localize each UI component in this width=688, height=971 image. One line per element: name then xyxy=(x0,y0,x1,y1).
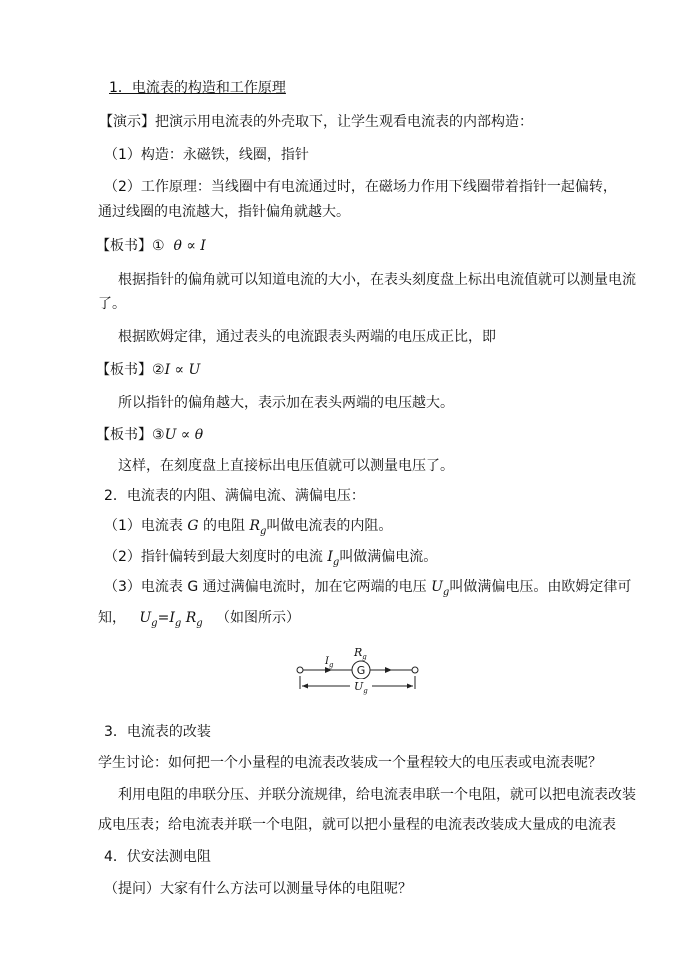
paragraph-ohm-law: 根据欧姆定律，通过表头的电流跟表头两端的电压成正比，即 xyxy=(118,329,496,345)
principle-item: （2）工作原理：当线圈中有电流通过时，在磁场力作用下线圈带着指针一起偏转， xyxy=(104,179,617,195)
student-discussion: 学生讨论：如何把一个小量程的电流表改装成一个量程较大的电压表或电流表呢？ xyxy=(98,755,602,771)
paragraph-scale: 这样，在刻度盘上直接标出电压值就可以测量电压了。 xyxy=(118,458,454,474)
principle-item-cont: 通过线圈的电流越大，指针偏角就越大。 xyxy=(98,204,350,220)
section-2-title: 2．电流表的内阻、满偏电流、满偏电压： xyxy=(104,488,365,504)
section-3-title: 3．电流表的改装 xyxy=(104,724,211,740)
paragraph-modification: 利用电阻的串联分压、并联分流规律，给电流表串联一个电阻，就可以把电流表改装 xyxy=(118,787,636,803)
board-note-2: 【板书】②I ∝ U xyxy=(96,362,201,378)
right-terminal xyxy=(412,667,418,673)
dimension-arrow-left-icon xyxy=(302,684,308,689)
definition-internal-resistance: （1）电流表 G 的电阻 $R_g$叫做电流表的内阻。 xyxy=(104,518,393,537)
question-line: （提问）大家有什么方法可以测量导体的电阻呢？ xyxy=(104,881,412,897)
galvanometer-circuit-diagram xyxy=(292,643,432,703)
current-arrow-right-icon xyxy=(385,667,392,673)
board-note-1: 【板书】① θ ∝ I xyxy=(96,238,206,254)
formula-line: 知， $U_g=I_g$ $R_g$ （如图所示） xyxy=(98,610,301,629)
board-note-3: 【板书】③U ∝ θ xyxy=(96,427,204,443)
current-label: $I_g$ xyxy=(325,656,334,669)
paragraph-modification-cont: 成电压表；给电流表并联一个电阻，就可以把小量程的电流表改装成大量成的电流表 xyxy=(98,817,616,833)
definition-full-scale-voltage: （3）电流表 G 通过满偏电流时，加在它两端的电压 $U_g$叫做满偏电压。由欧姆定律可 xyxy=(104,579,632,598)
section-1-title: 1．电流表的构造和工作原理 xyxy=(109,80,286,96)
dimension-arrow-right-icon xyxy=(407,684,413,689)
galvanometer-label: G xyxy=(356,664,366,677)
structure-item: （1）构造：永磁铁，线圈，指针 xyxy=(104,147,309,163)
voltage-label: $U_g$ xyxy=(354,680,368,695)
demo-paragraph: 【演示】把演示用电流表的外壳取下，让学生观看电流表的内部构造： xyxy=(99,114,533,130)
paragraph-voltage: 所以指针的偏角越大，表示加在表头两端的电压越大。 xyxy=(118,395,454,411)
paragraph-pointer-angle: 根据指针的偏角就可以知道电流的大小，在表头刻度盘上标出电流值就可以测量电流 xyxy=(118,272,636,288)
paragraph-pointer-angle-cont: 了。 xyxy=(98,296,126,312)
definition-full-scale-current: （2）指针偏转到最大刻度时的电流 $I_g$叫做满偏电流。 xyxy=(104,549,438,568)
resistance-label: $R_g$ xyxy=(354,646,367,661)
left-terminal xyxy=(297,667,303,673)
section-4-title: 4．伏安法测电阻 xyxy=(104,849,211,865)
